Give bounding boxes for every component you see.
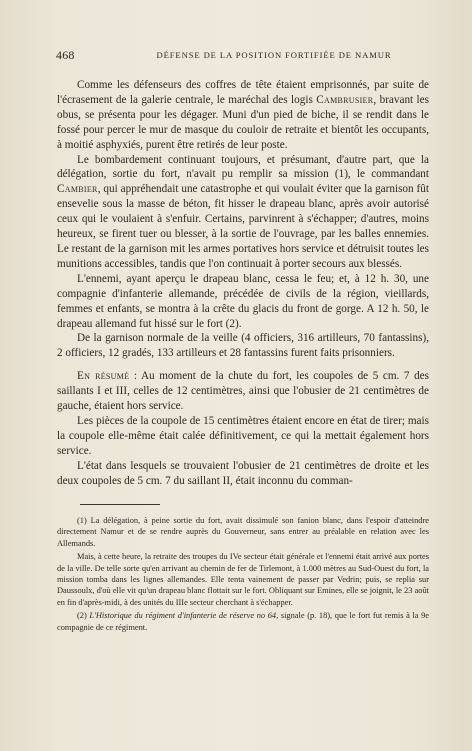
name-cambier: Cambier [57, 183, 98, 196]
footnote-1-continued: Mais, à cette heure, la retraite des troupes du IVe secteur était générale et l'ennemi était arrivé aux portes de la ville. De telle sorte qu'en arrivant au chemin de fer de Tirlemont, à 1.000 mètres au Sud-Ouest du fort, la mission tomba dans les lignes allemandes. Elle tenta vainement de passer par Vedrin; puis, se replia sur Daussoulx, d'où elle vit qu'un drapeau blanc flottait sur le fort. Obliquant sur Emines, elle se joignit, le 23 août en fin d'après-midi, à des unités du IIIe secteur cherchant à s'échapper. [57, 552, 429, 607]
paragraph-garrison: De la garnison normale de la veille (4 officiers, 316 artilleurs, 70 fantassins), 2 officiers, 12 gradés, 133 artilleurs et 28 fantassins furent faits prisonniers. [57, 332, 429, 360]
running-title: DÉFENSE DE LA POSITION FORTIFIÉE DE NAMUR [156, 50, 392, 60]
page-number: 468 [56, 48, 75, 62]
paragraph-cambrusier: Comme les défenseurs des coffres de tête étaient emprisonnés, par suite de l'écrasement de la galerie centrale, le maréchal des logis Cambrusier, bravant les obus, se présenta pour les dégager. Muni d'un pied de biche, il se rendit dans le fossé pour percer le mur de masque du couloir de retraite et bientôt les occupants, à moitié asphyxiés, purent être retirés de leur poste. [57, 79, 429, 151]
footnote-2-title: L'Historique du régiment d'infanterie de réserve no 64 [89, 611, 277, 621]
page-header [56, 48, 432, 64]
footnote-divider [80, 504, 160, 505]
summary-label: En résumé [77, 370, 130, 383]
footnotes [57, 515, 429, 633]
name-cambrusier: Cambrusier [316, 93, 374, 106]
footnote-1: (1) La délégation, à peine sortie du fort, avait dissimulé son fanion blanc, dans l'espoir d'atteindre directement Namur et de se rendre auprès du Gouverneur, sans entrer au préalable en relation avec les Allemands. [57, 516, 429, 548]
footnote-2: (2) L'Historique du régiment d'infanterie de réserve no 64, signale (p. 18), que le fort fut remis à la 9e compagnie de ce régiment. [57, 611, 430, 632]
paragraph-coupole-15: Les pièces de la coupole de 15 centimètres étaient encore en état de tirer; mais la coupole elle-même était calée définitivement, ce qui la mettait également hors service. [57, 414, 429, 457]
paragraph-enemy: L'ennemi, ayant aperçu le drapeau blanc, cessa le feu; et, à 12 h. 30, une compagnie d'infanterie allemande, précédée de civils de la région, vieillards, femmes et enfants, se montra à la crête du glacis du front de gorge. A 12 h. 50, le drapeau allemand fut hissé sur le fort (2). [57, 272, 429, 330]
paragraph-etat: L'état dans lesquels se trouvaient l'obusier de 21 centimètres de droite et les deux coupoles de 5 cm. 7 du saillant II, était inconnu du comman- [57, 459, 429, 487]
main-text [57, 78, 429, 488]
paragraph-summary: En résumé : Au moment de la chute du fort, les coupoles de 5 cm. 7 des saillants I et III, celles de 12 centimètres, ainsi que l'obusier de 21 centimètres de gauche, étaient hors service. [57, 370, 429, 413]
paragraph-bombardment: Le bombardement continuant toujours, et présumant, d'autre part, que la délégation, sortie du fort, n'avait pu remplir sa mission (1), le commandant Cambier, qui appréhendait une catastrophe et qui voulait éviter que la garnison fût ensevelie sous la masse de béton, fit hisser le drapeau blanc, après avoir autorisé ceux qui le voulaient à s'enfuir. Certains, parvinrent à s'échapper; d'autres, moins heureux, se firent tuer ou blesser, à la sortie de l'ouvrage, par les balles ennemies. Le restant de la garnison mit les armes portatives hors service et détruisit toutes les munitions accessibles, tandis que l'on continuait à porter secours aux blessés. [57, 153, 429, 270]
